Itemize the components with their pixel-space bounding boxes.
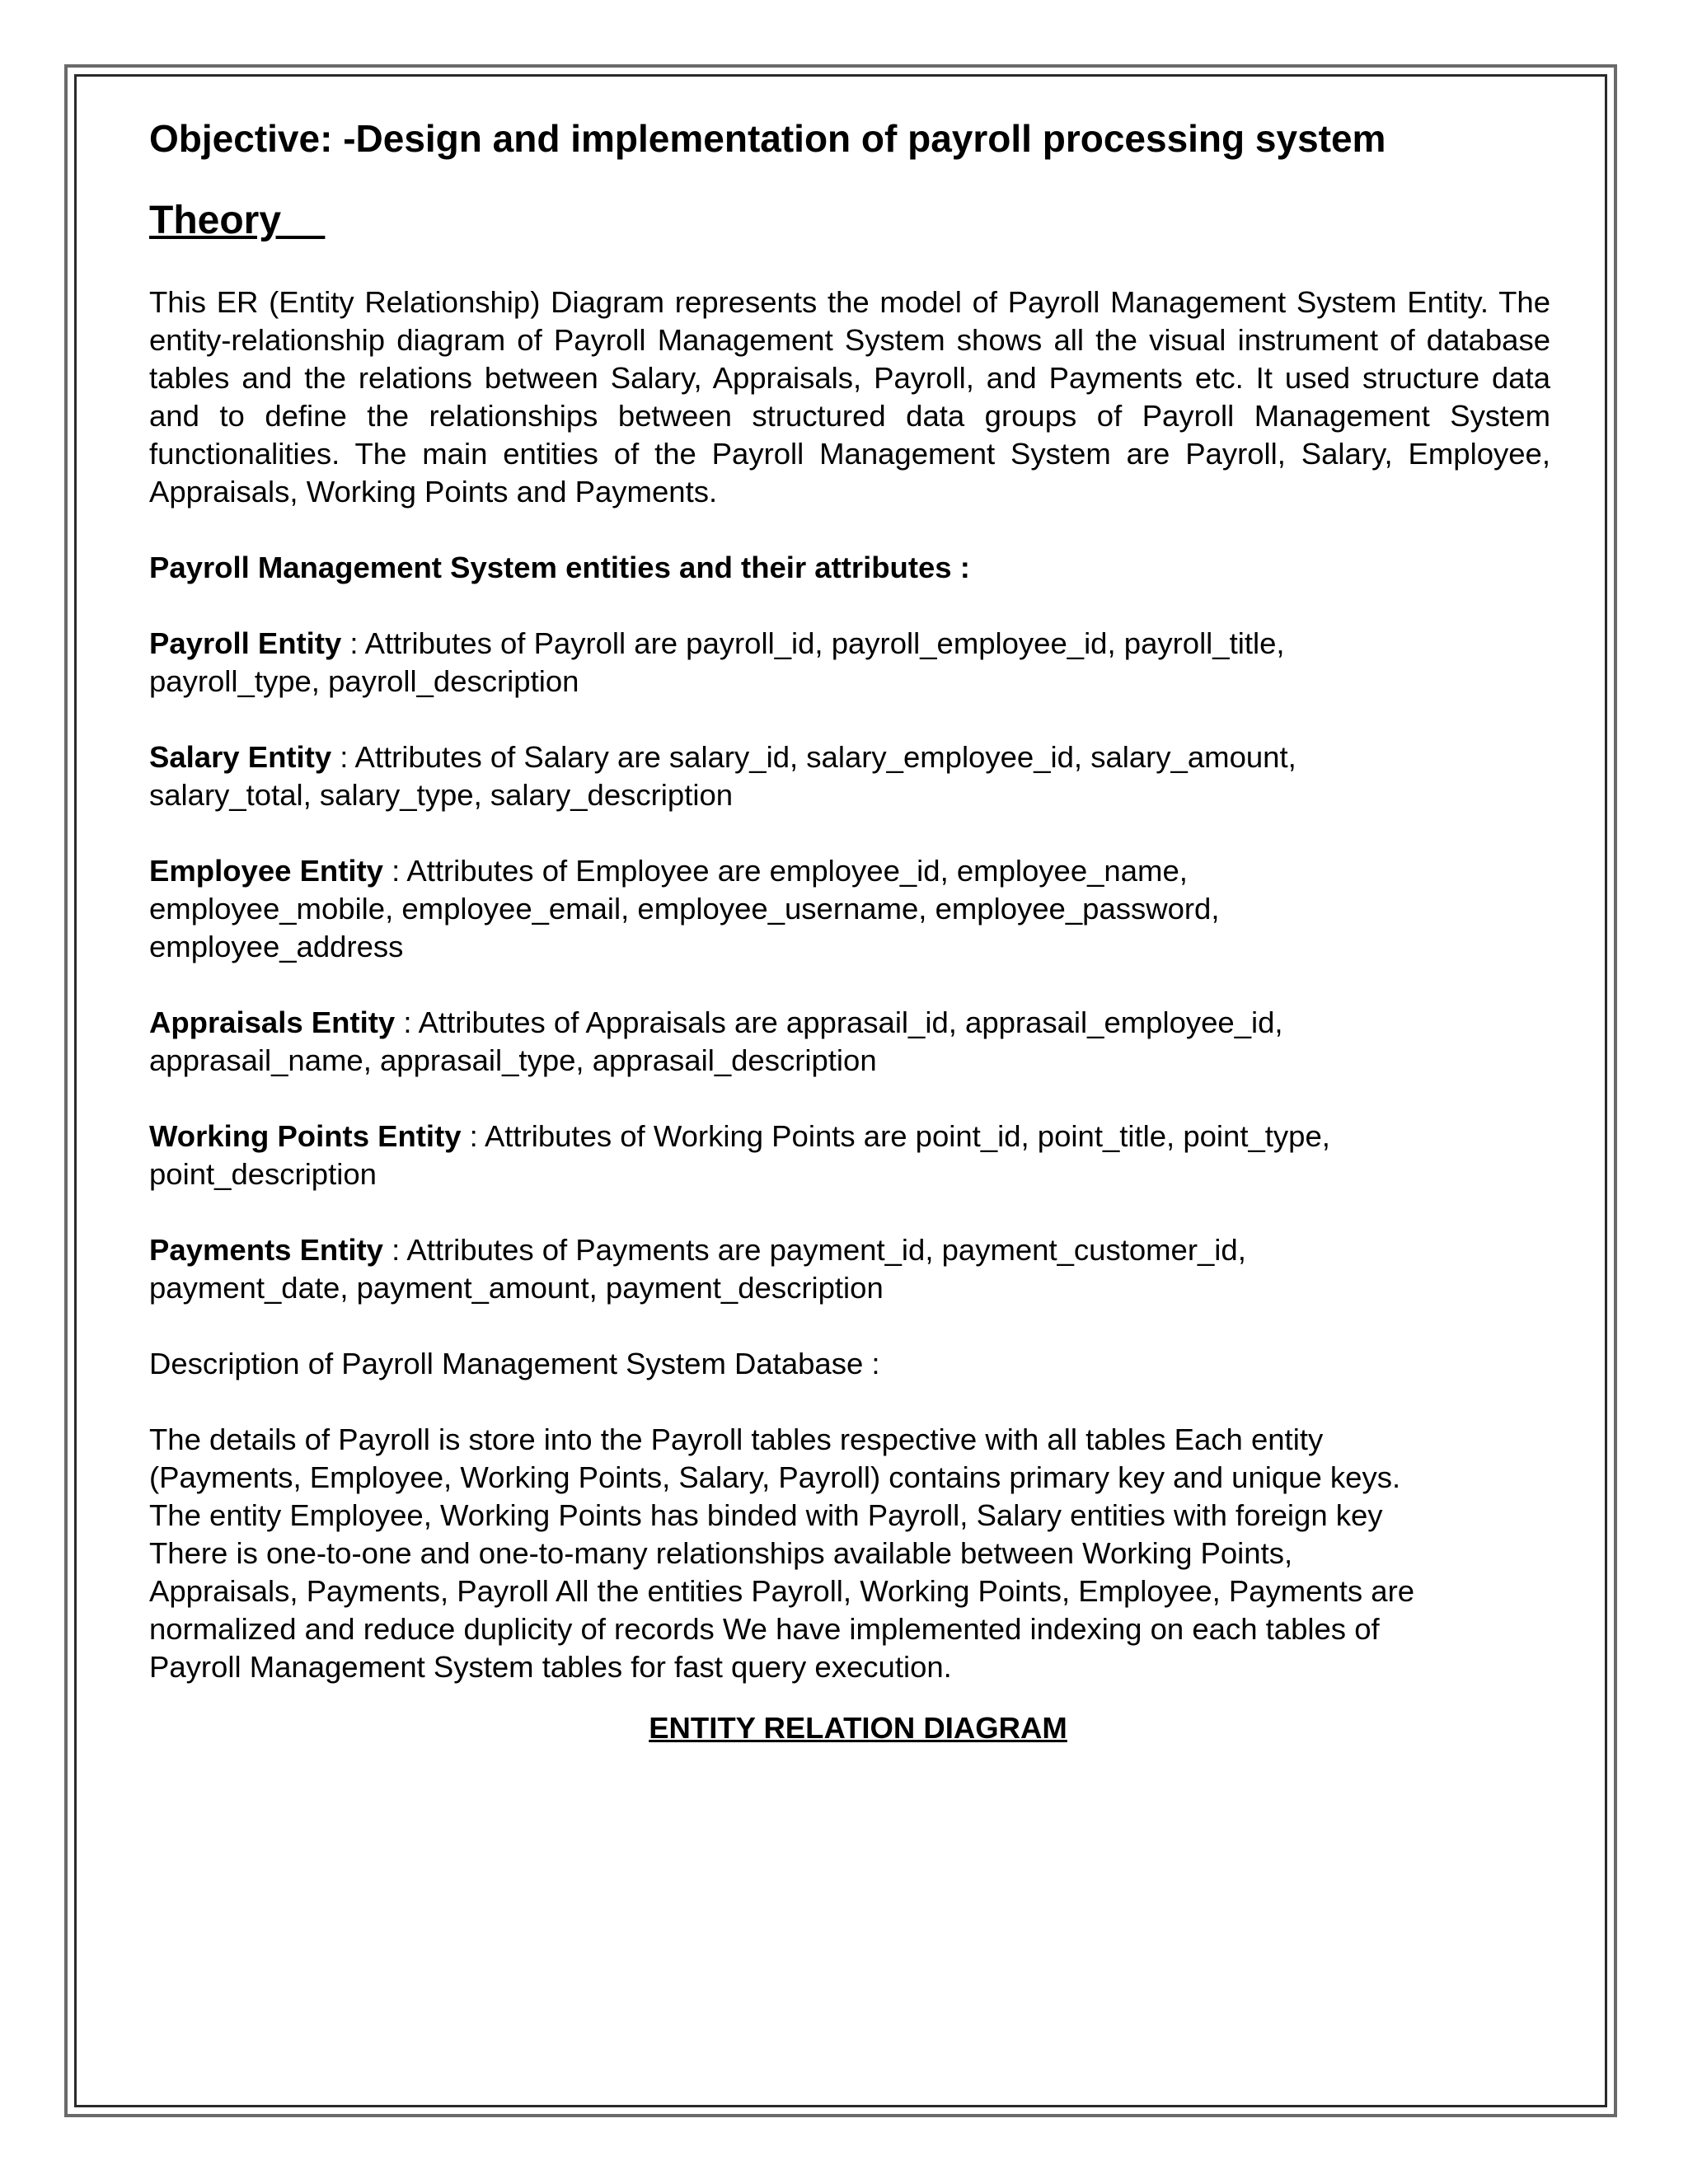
- entity-attributes: : Attributes of Appraisals are apprasail_id, apprasail_employee_id,: [395, 1005, 1283, 1039]
- entity-attributes: : Attributes of Working Points are point_id, point_title, point_type,: [461, 1119, 1330, 1153]
- entity-attributes: : Attributes of Employee are employee_id, employee_name,: [382, 854, 1188, 888]
- entity-attributes-cont: payroll_type, payroll_description: [149, 664, 579, 698]
- diagram-heading: ENTITY RELATION DIAGRAM: [649, 1711, 1067, 1745]
- details-line: Payroll Management System tables for fast query execution.: [149, 1650, 952, 1684]
- theory-heading-text: Theory: [149, 199, 282, 242]
- entity-attributes-cont: point_description: [149, 1157, 377, 1191]
- entity-salary: [149, 738, 1550, 814]
- objective-line: [149, 114, 1550, 163]
- details-line: Appraisals, Payments, Payroll All the entities Payroll, Working Points, Employee, Payments are: [149, 1574, 1415, 1608]
- entity-attributes-cont: salary_total, salary_type, salary_description: [149, 778, 734, 812]
- details-line: The entity Employee, Working Points has binded with Payroll, Salary entities with foreign key: [149, 1498, 1383, 1532]
- details-line: normalized and reduce duplicity of records We have implemented indexing on each tables of: [149, 1612, 1380, 1646]
- entity-attributes: : Attributes of Payroll are payroll_id, payroll_employee_id, payroll_title,: [341, 626, 1285, 660]
- entity-attributes-cont: employee_address: [149, 930, 404, 963]
- entity-payroll: [149, 625, 1550, 701]
- entity-payments: [149, 1231, 1550, 1307]
- entity-attributes-cont: employee_mobile, employee_email, employee_username, employee_password,: [149, 892, 1220, 926]
- entity-name: Salary Entity: [149, 740, 332, 774]
- details-paragraph: [149, 1421, 1550, 1686]
- document-body: [149, 114, 1550, 1747]
- entities-heading: Payroll Management System entities and their attributes :: [149, 551, 970, 584]
- entity-working-points: [149, 1118, 1550, 1193]
- entity-name: Payroll Entity: [149, 626, 342, 660]
- entity-name: Working Points Entity: [149, 1119, 462, 1153]
- entity-appraisals: [149, 1004, 1550, 1080]
- entity-name: Employee Entity: [149, 854, 383, 888]
- theory-heading: [149, 198, 1550, 244]
- entity-attributes-cont: payment_date, payment_amount, payment_description: [149, 1271, 884, 1305]
- details-line: (Payments, Employee, Working Points, Salary, Payroll) contains primary key and unique keys.: [149, 1460, 1401, 1494]
- objective-label: Objective: [149, 117, 321, 160]
- objective-text: : -Design and implementation of payroll processing system: [320, 117, 1386, 160]
- entity-attributes-cont: apprasail_name, apprasail_type, apprasail_description: [149, 1043, 877, 1077]
- entity-employee: [149, 852, 1550, 966]
- entity-attributes: : Attributes of Payments are payment_id, payment_customer_id,: [382, 1233, 1246, 1267]
- entity-name: Payments Entity: [149, 1233, 383, 1267]
- details-line: The details of Payroll is store into the Payroll tables respective with all tables Each entity: [149, 1422, 1324, 1456]
- description-heading: Description of Payroll Management System Database :: [149, 1347, 880, 1380]
- entity-name: Appraisals Entity: [149, 1005, 396, 1039]
- details-line: There is one-to-one and one-to-many relationships available between Working Points,: [149, 1536, 1293, 1570]
- intro-paragraph: This ER (Entity Relationship) Diagram represents the model of Payroll Management System Entity. The entity-relationship diagram of Payroll Management System shows all the visual instrument of database tables and the relations between Salary, Appraisals, Payroll, and Payments etc. It used structure data and to define the relationships between structured data groups of Payroll Management System functionalities. The main entities of the Payroll Management System are Payroll, Salary, Employee, Appraisals, Working Points and Payments.: [149, 285, 1550, 509]
- entity-attributes: : Attributes of Salary are salary_id, salary_employee_id, salary_amount,: [331, 740, 1296, 774]
